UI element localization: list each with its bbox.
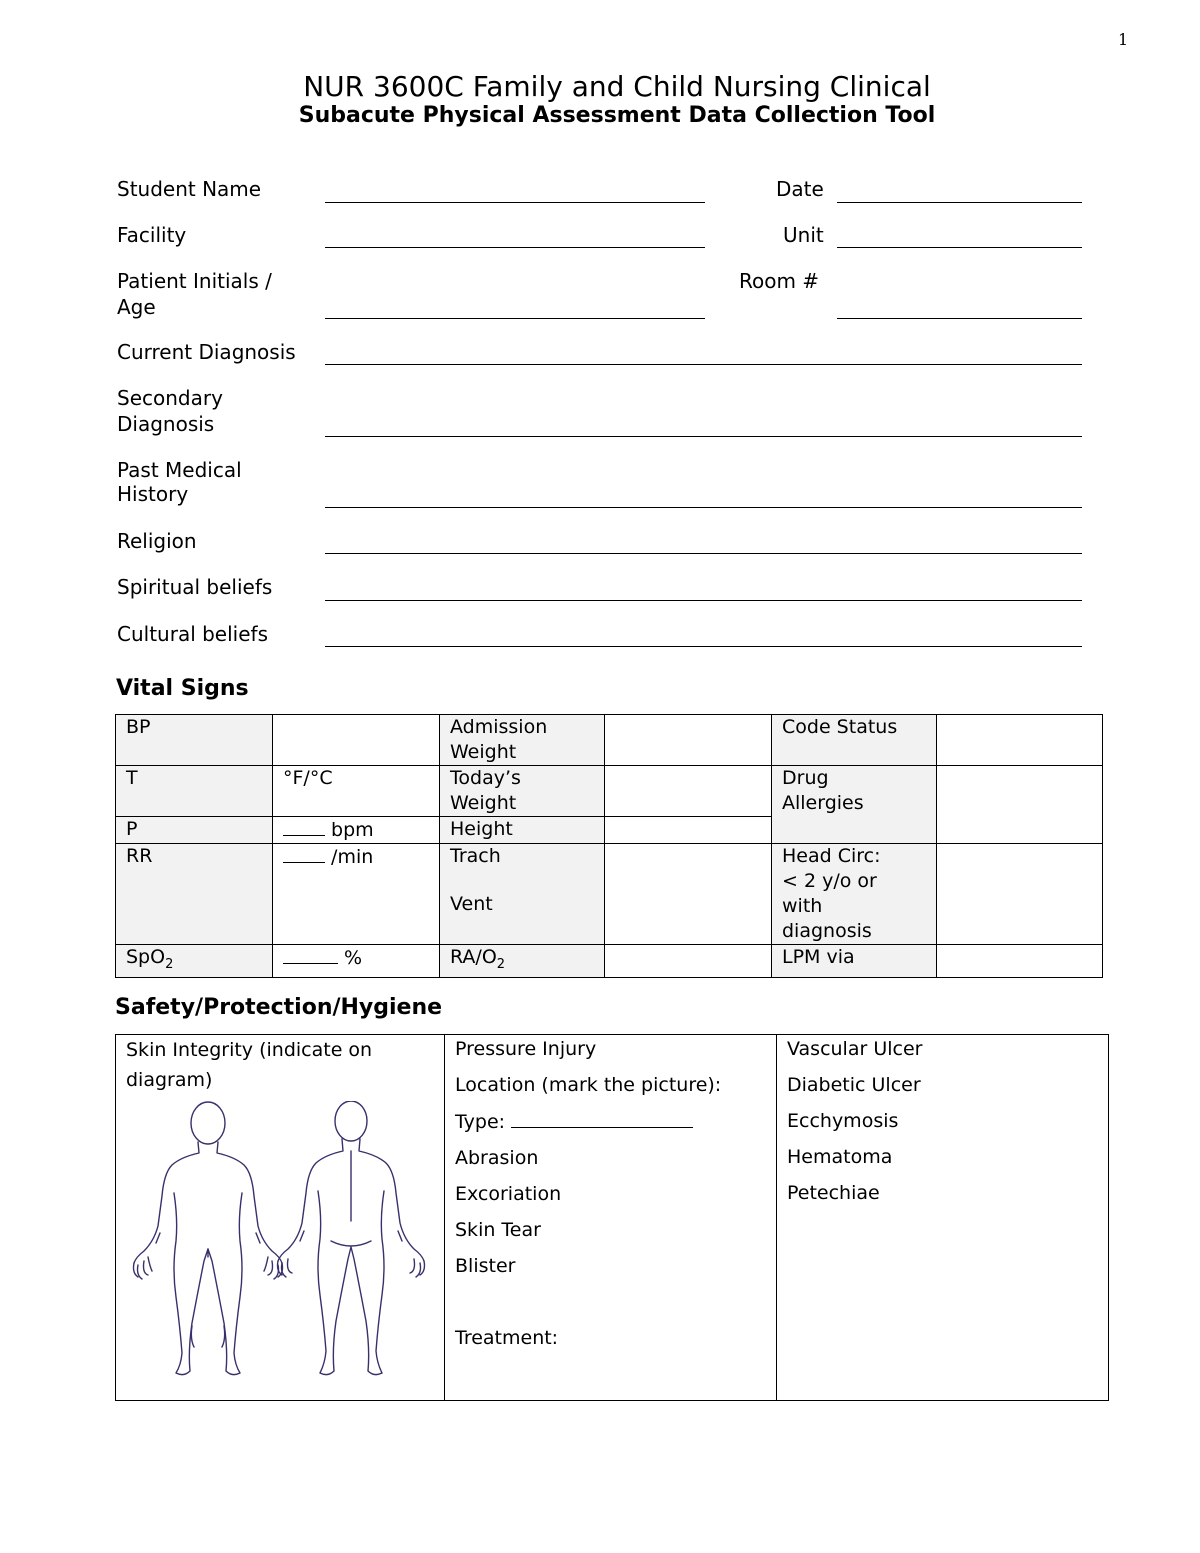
rr-blank[interactable] (283, 844, 325, 863)
drug-allergies-value-cell[interactable] (937, 766, 1103, 844)
skin-integrity-label-line2: diagram) (126, 1069, 213, 1091)
type-field[interactable] (511, 1109, 693, 1128)
student-name-label: Student Name (117, 177, 262, 201)
skin-integrity-label-line1: Skin Integrity (indicate on (126, 1039, 373, 1061)
spo2-label: SpO (126, 946, 166, 968)
vital-signs-heading: Vital Signs (116, 676, 249, 701)
current-diagnosis-field[interactable] (325, 364, 1082, 365)
secondary-diagnosis-label-line1: Secondary (117, 386, 223, 410)
vascular-ulcer-label[interactable]: Vascular Ulcer (787, 1038, 923, 1060)
rr-label: RR (126, 845, 153, 867)
cultural-beliefs-field[interactable] (325, 646, 1082, 647)
todays-weight-label-line1: Today’s (450, 767, 521, 789)
body-diagram[interactable] (126, 1101, 426, 1383)
front-body-figure (134, 1102, 283, 1375)
room-field[interactable] (837, 318, 1082, 319)
pulse-blank[interactable] (283, 817, 325, 836)
date-field[interactable] (837, 202, 1082, 203)
trach-label: Trach (450, 845, 501, 867)
admission-weight-label-line2: Weight (450, 741, 517, 763)
unit-field[interactable] (837, 247, 1082, 248)
todays-weight-value-cell[interactable] (605, 766, 772, 817)
lpm-value-cell[interactable] (937, 945, 1103, 978)
safety-table (115, 1034, 1109, 1401)
todays-weight-label-line2: Weight (450, 792, 517, 814)
code-status-label: Code Status (782, 716, 898, 738)
petechiae-label[interactable]: Petechiae (787, 1182, 880, 1204)
ra-o2-label: RA/O (450, 946, 497, 968)
code-status-label-cell (772, 715, 937, 766)
drug-allergies-label-cell (772, 766, 937, 844)
head-circ-line3: with (782, 895, 823, 917)
facility-label: Facility (117, 223, 187, 247)
past-history-label-line2: History (117, 482, 189, 506)
student-name-field[interactable] (325, 202, 705, 203)
patient-initials-label-line1: Patient Initials / (117, 269, 272, 293)
blister-label[interactable]: Blister (455, 1255, 516, 1277)
bp-label-cell (116, 715, 273, 766)
pressure-injury-label: Pressure Injury (455, 1038, 597, 1060)
bp-value-cell[interactable] (273, 715, 440, 766)
drug-allergies-label-line2: Allergies (782, 792, 864, 814)
abrasion-label[interactable]: Abrasion (455, 1147, 539, 1169)
facility-field[interactable] (325, 247, 705, 248)
unit-label: Unit (783, 223, 824, 247)
spiritual-beliefs-field[interactable] (325, 600, 1082, 601)
temp-unit: °F/°C (283, 767, 333, 789)
skin-tear-label[interactable]: Skin Tear (455, 1219, 541, 1241)
location-label: Location (mark the picture): (455, 1074, 722, 1096)
head-circ-line4: diagnosis (782, 920, 872, 942)
height-label-cell (440, 817, 605, 844)
height-value-cell[interactable] (605, 817, 772, 844)
pulse-unit: bpm (331, 819, 374, 841)
temp-label-cell (116, 766, 273, 817)
trach-vent-label-cell (440, 844, 605, 945)
vent-label: Vent (450, 893, 493, 915)
admission-weight-label-cell (440, 715, 605, 766)
pulse-value-cell[interactable] (273, 817, 440, 844)
secondary-diagnosis-label-line2: Diagnosis (117, 412, 215, 436)
rr-value-cell[interactable] (273, 844, 440, 945)
head-circ-value-cell[interactable] (937, 844, 1103, 945)
height-label: Height (450, 818, 513, 840)
ra-o2-subscript: 2 (496, 956, 506, 972)
type-label: Type: (455, 1111, 506, 1133)
spo2-value-cell[interactable] (273, 945, 440, 978)
head-circ-line2: < 2 y/o or (782, 870, 877, 892)
ecchymosis-label[interactable]: Ecchymosis (787, 1110, 899, 1132)
past-history-field[interactable] (325, 507, 1082, 508)
pulse-label-cell (116, 817, 273, 844)
page-subtitle: Subacute Physical Assessment Data Collection Tool (298, 103, 936, 128)
past-history-label-line1: Past Medical (117, 458, 242, 482)
patient-initials-field[interactable] (325, 318, 705, 319)
spo2-label-cell (116, 945, 273, 978)
lpm-label-cell (772, 945, 937, 978)
ra-o2-value-cell[interactable] (605, 945, 772, 978)
skin-integrity-cell[interactable] (116, 1035, 445, 1401)
spo2-unit: % (344, 947, 363, 969)
bp-label: BP (126, 716, 151, 738)
head-circ-line1: Head Circ: (782, 845, 881, 867)
temp-value-cell[interactable] (273, 766, 440, 817)
room-label: Room # (739, 269, 820, 293)
spiritual-beliefs-label: Spiritual beliefs (117, 575, 273, 599)
patient-initials-label-line2: Age (117, 295, 156, 319)
date-label: Date (776, 177, 824, 201)
page-number: 1 (1118, 30, 1129, 49)
drug-allergies-label-line1: Drug (782, 767, 829, 789)
secondary-diagnosis-field[interactable] (325, 436, 1082, 437)
diabetic-ulcer-label[interactable]: Diabetic Ulcer (787, 1074, 921, 1096)
admission-weight-label-line1: Admission (450, 716, 548, 738)
spo2-subscript: 2 (165, 956, 174, 972)
safety-heading: Safety/Protection/Hygiene (115, 995, 443, 1020)
code-status-value-cell[interactable] (937, 715, 1103, 766)
religion-label: Religion (117, 529, 197, 553)
spo2-blank[interactable] (283, 945, 338, 964)
pulse-label: P (126, 818, 138, 840)
ra-o2-label-cell (440, 945, 605, 978)
lpm-label: LPM via (782, 946, 855, 968)
rr-label-cell (116, 844, 273, 945)
trach-vent-value-cell[interactable] (605, 844, 772, 945)
pressure-injury-cell[interactable] (445, 1035, 777, 1401)
hematoma-label[interactable]: Hematoma (787, 1146, 893, 1168)
page-title: NUR 3600C Family and Child Nursing Clinical (303, 70, 931, 103)
vital-signs-table (115, 714, 1103, 978)
rr-unit: /min (331, 846, 374, 868)
admission-weight-value-cell[interactable] (605, 715, 772, 766)
excoriation-label[interactable]: Excoriation (455, 1183, 562, 1205)
back-body-figure (278, 1101, 425, 1375)
current-diagnosis-label: Current Diagnosis (117, 340, 296, 364)
type-row (455, 1109, 766, 1135)
ulcer-types-cell[interactable] (777, 1035, 1109, 1401)
cultural-beliefs-label: Cultural beliefs (117, 622, 268, 646)
todays-weight-label-cell (440, 766, 605, 817)
temp-label: T (126, 767, 138, 789)
head-circ-label-cell (772, 844, 937, 945)
treatment-label: Treatment: (455, 1327, 559, 1349)
religion-field[interactable] (325, 553, 1082, 554)
